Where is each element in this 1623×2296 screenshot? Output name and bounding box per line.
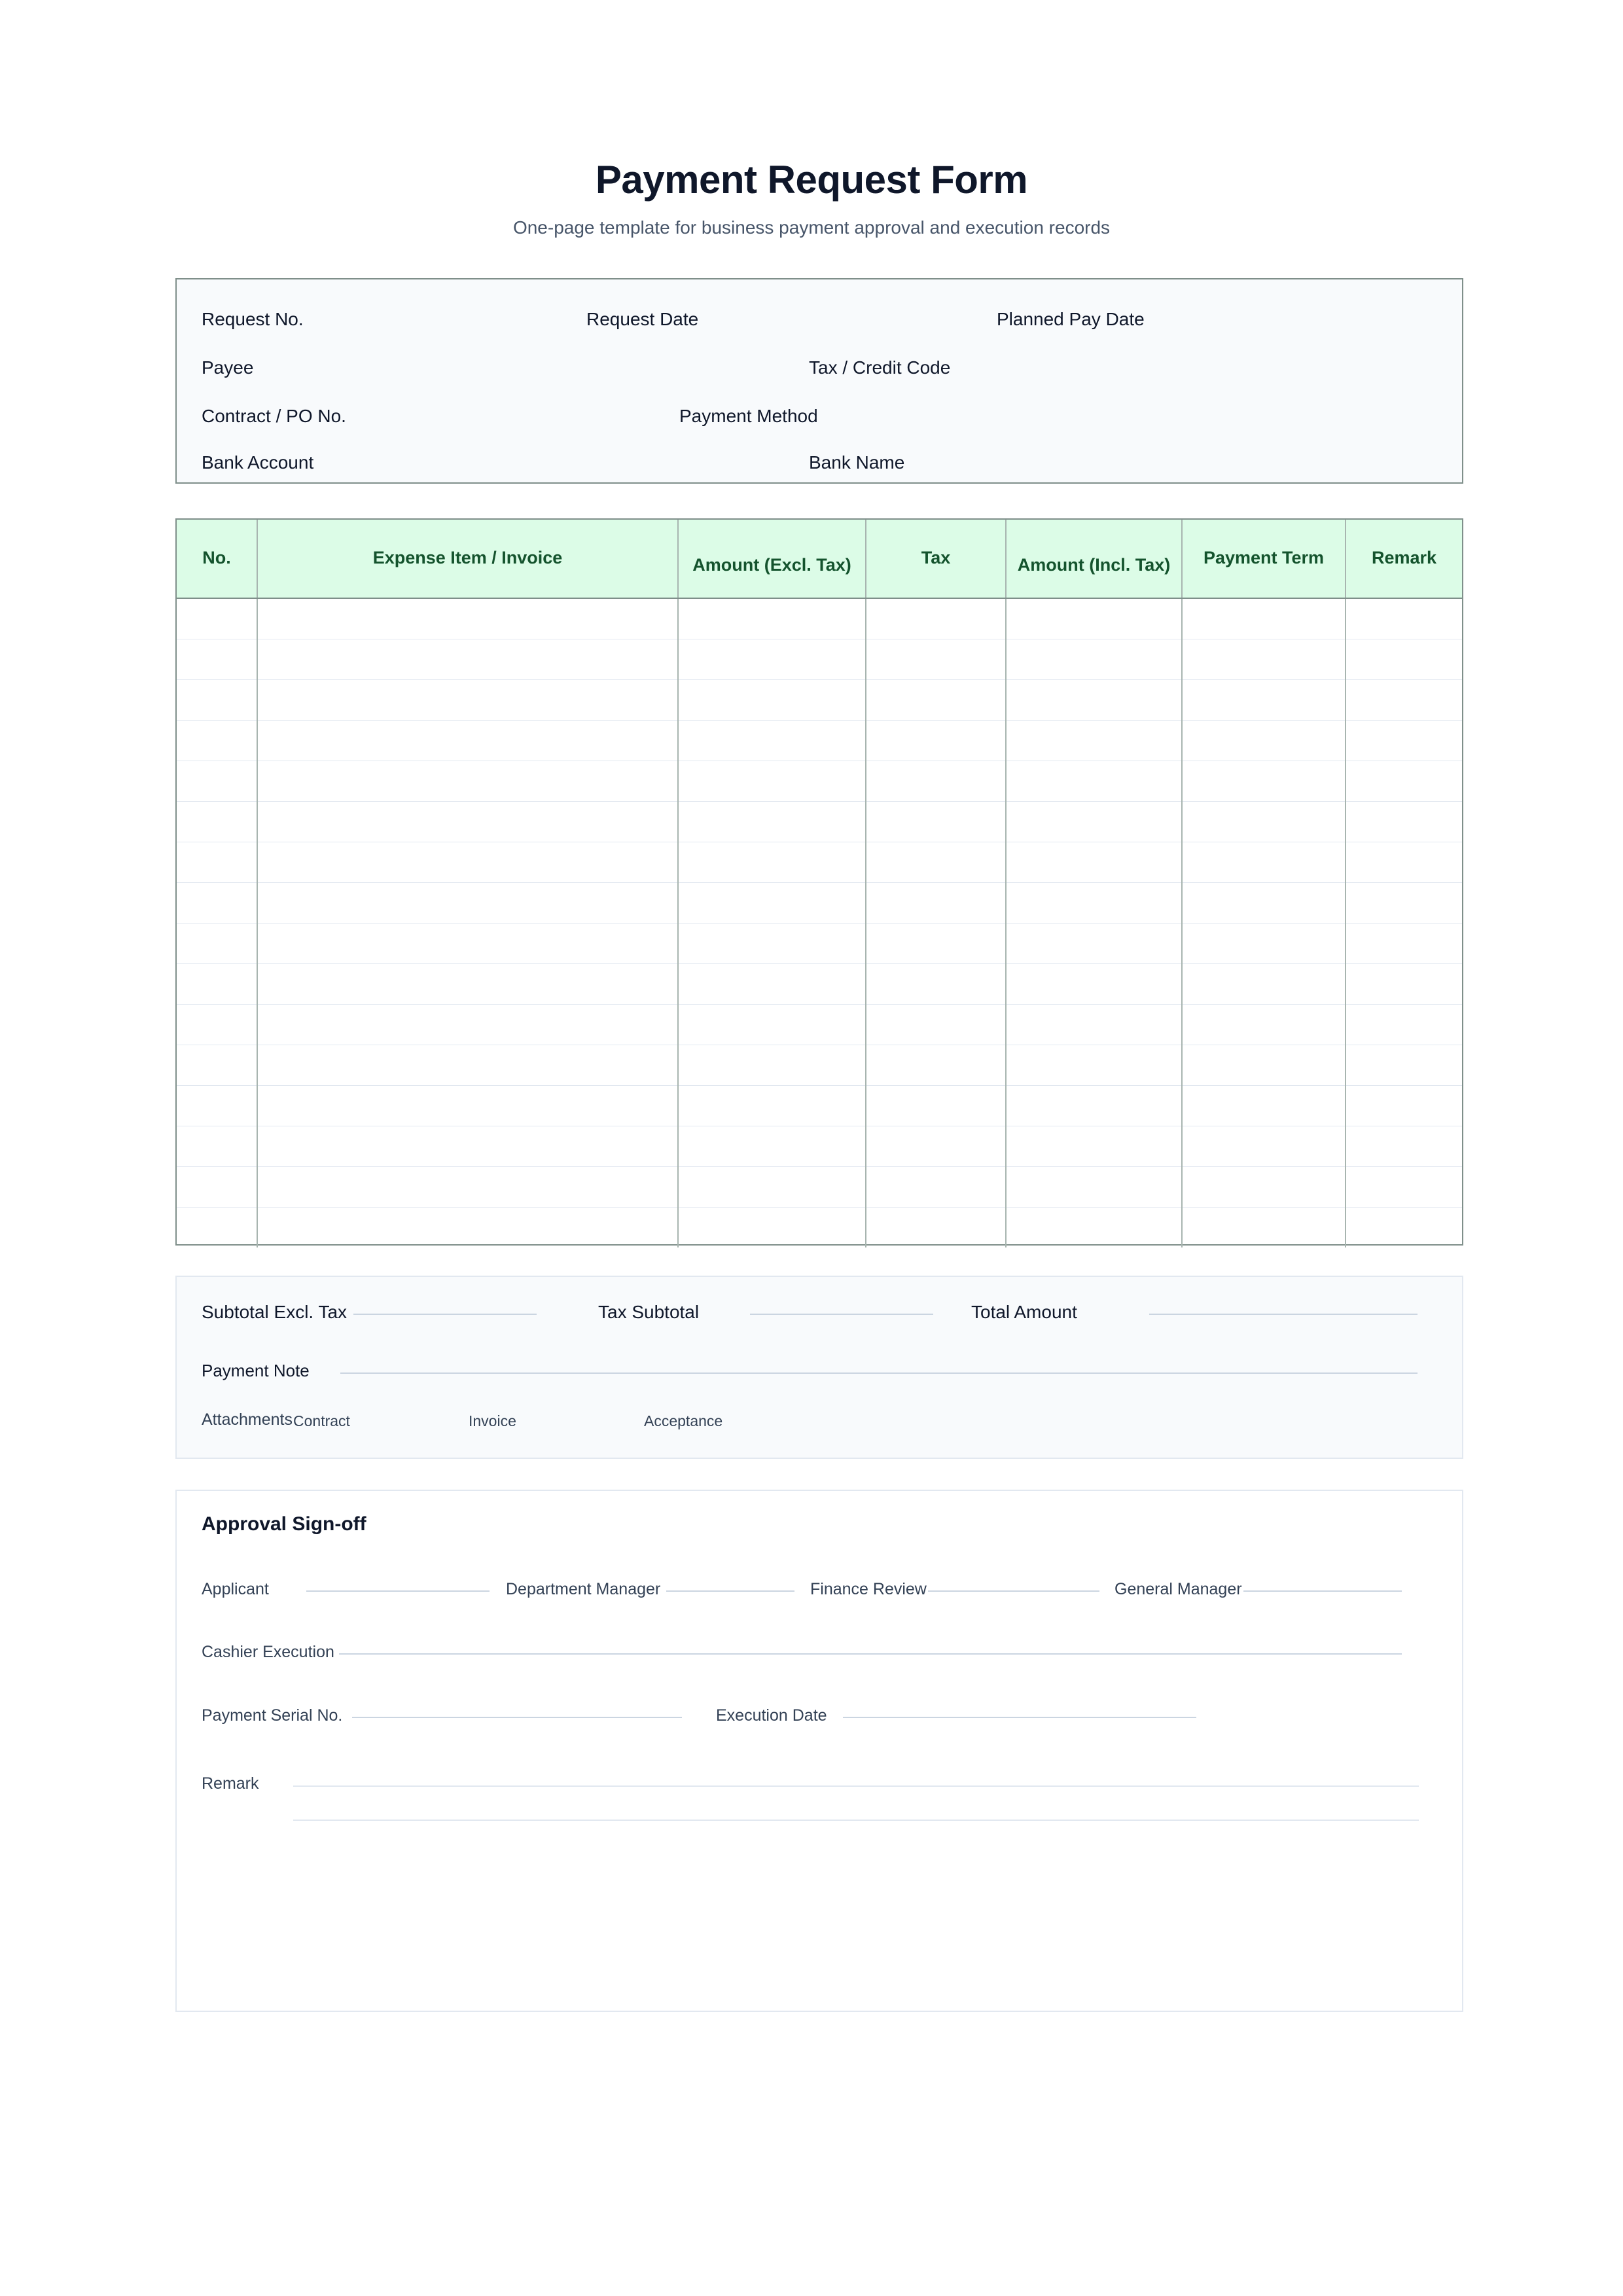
department-manager-label: Department Manager — [506, 1580, 661, 1598]
table-cell[interactable] — [177, 1126, 257, 1167]
table-row — [177, 1208, 1462, 1248]
table-cell[interactable] — [1006, 680, 1182, 721]
table-cell[interactable] — [1006, 1126, 1182, 1167]
table-cell[interactable] — [866, 680, 1006, 721]
payment-serial-no-label: Payment Serial No. — [202, 1706, 343, 1725]
table-row — [177, 721, 1462, 761]
payment-note-field[interactable] — [340, 1372, 1418, 1374]
table-cell[interactable] — [866, 1167, 1006, 1208]
payment-note-label: Payment Note — [202, 1361, 310, 1380]
form-title: Payment Request Form — [595, 158, 1028, 202]
table-cell[interactable] — [177, 639, 257, 680]
table-cell[interactable] — [866, 761, 1006, 802]
table-cell[interactable] — [177, 680, 257, 721]
table-cell[interactable] — [1182, 964, 1346, 1005]
department-manager-signature-line[interactable] — [666, 1590, 794, 1592]
table-row — [177, 761, 1462, 802]
table-cell[interactable] — [1346, 639, 1462, 680]
table-cell[interactable] — [1006, 1086, 1182, 1126]
table-row — [177, 1005, 1462, 1045]
expense-items-table — [175, 518, 1463, 1246]
table-row — [177, 639, 1462, 680]
table-cell[interactable] — [1346, 1086, 1462, 1126]
table-cell[interactable] — [1346, 721, 1462, 761]
applicant-label: Applicant — [202, 1580, 269, 1598]
table-cell[interactable] — [1346, 883, 1462, 924]
table-row — [177, 1126, 1462, 1167]
column-header-payment-term: Payment Term — [1182, 520, 1346, 598]
table-cell[interactable] — [1006, 802, 1182, 842]
table-cell[interactable] — [866, 639, 1006, 680]
request-no-label: Request No. — [202, 309, 304, 329]
table-cell[interactable] — [678, 721, 866, 761]
table-cell[interactable] — [1182, 761, 1346, 802]
table-cell[interactable] — [257, 1086, 678, 1126]
table-row — [177, 802, 1462, 842]
table-row — [177, 598, 1462, 639]
table-cell[interactable] — [1346, 1005, 1462, 1045]
table-cell[interactable] — [678, 680, 866, 721]
planned-pay-date-label: Planned Pay Date — [997, 309, 1145, 329]
table-cell[interactable] — [678, 964, 866, 1005]
table-cell[interactable] — [1182, 1086, 1346, 1126]
applicant-signature-line[interactable] — [306, 1590, 490, 1592]
table-cell[interactable] — [177, 721, 257, 761]
table-cell[interactable] — [678, 1045, 866, 1086]
table-cell[interactable] — [1346, 924, 1462, 964]
total-amount-field[interactable] — [1149, 1314, 1418, 1315]
table-cell[interactable] — [1346, 1167, 1462, 1208]
table-cell[interactable] — [1006, 1208, 1182, 1248]
table-cell[interactable] — [678, 598, 866, 639]
table-row — [177, 842, 1462, 883]
table-cell[interactable] — [257, 721, 678, 761]
table-cell[interactable] — [866, 964, 1006, 1005]
request-date-label: Request Date — [586, 309, 699, 329]
table-cell[interactable] — [1006, 598, 1182, 639]
table-cell[interactable] — [257, 802, 678, 842]
table-cell[interactable] — [866, 1208, 1006, 1248]
remark-line-2[interactable] — [293, 1820, 1419, 1821]
table-cell[interactable] — [678, 802, 866, 842]
attachment-acceptance[interactable]: Acceptance — [644, 1412, 723, 1429]
table-cell[interactable] — [678, 761, 866, 802]
table-cell[interactable] — [866, 883, 1006, 924]
table-cell[interactable] — [1182, 924, 1346, 964]
table-cell[interactable] — [1006, 721, 1182, 761]
tax-subtotal-field[interactable] — [750, 1314, 933, 1315]
table-cell[interactable] — [257, 761, 678, 802]
subtotal-excl-tax-field[interactable] — [353, 1314, 537, 1315]
table-cell[interactable] — [257, 1208, 678, 1248]
table-cell[interactable] — [866, 842, 1006, 883]
bank-account-label: Bank Account — [202, 452, 314, 473]
table-cell[interactable] — [866, 1005, 1006, 1045]
table-cell[interactable] — [678, 883, 866, 924]
table-cell[interactable] — [257, 598, 678, 639]
table-cell[interactable] — [177, 1167, 257, 1208]
table-cell[interactable] — [678, 1126, 866, 1167]
table-cell[interactable] — [678, 924, 866, 964]
table-cell[interactable] — [257, 1167, 678, 1208]
table-cell[interactable] — [257, 842, 678, 883]
table-cell[interactable] — [1006, 883, 1182, 924]
contract-po-label: Contract / PO No. — [202, 406, 346, 426]
table-cell[interactable] — [678, 1005, 866, 1045]
table-cell[interactable] — [177, 964, 257, 1005]
table-cell[interactable] — [1006, 842, 1182, 883]
table-cell[interactable] — [1182, 1045, 1346, 1086]
table-cell[interactable] — [177, 598, 257, 639]
table-cell[interactable] — [866, 1086, 1006, 1126]
table-row — [177, 883, 1462, 924]
total-amount-label: Total Amount — [971, 1302, 1077, 1322]
general-manager-label: General Manager — [1115, 1580, 1242, 1598]
general-manager-signature-line[interactable] — [1243, 1590, 1402, 1592]
table-cell[interactable] — [1182, 1208, 1346, 1248]
table-cell[interactable] — [1182, 883, 1346, 924]
table-cell[interactable] — [678, 639, 866, 680]
table-cell[interactable] — [866, 721, 1006, 761]
table-cell[interactable] — [678, 1167, 866, 1208]
column-header-amount-excl-tax: Amount (Excl. Tax) — [678, 520, 866, 598]
table-cell[interactable] — [1182, 680, 1346, 721]
execution-date-label: Execution Date — [716, 1706, 827, 1725]
column-header-remark: Remark — [1346, 520, 1462, 598]
subtotal-excl-tax-label: Subtotal Excl. Tax — [202, 1302, 348, 1322]
table-row — [177, 680, 1462, 721]
table-cell[interactable] — [866, 1045, 1006, 1086]
table-cell[interactable] — [1182, 842, 1346, 883]
table-row — [177, 1045, 1462, 1086]
table-cell[interactable] — [177, 802, 257, 842]
table-cell[interactable] — [177, 842, 257, 883]
cashier-execution-label: Cashier Execution — [202, 1643, 334, 1661]
table-cell[interactable] — [1182, 721, 1346, 761]
table-cell[interactable] — [866, 802, 1006, 842]
table-cell[interactable] — [1346, 802, 1462, 842]
tax-subtotal-label: Tax Subtotal — [598, 1302, 700, 1322]
table-cell[interactable] — [177, 1045, 257, 1086]
cashier-execution-signature-line[interactable] — [339, 1653, 1402, 1655]
totals-section — [175, 1276, 1463, 1459]
table-cell[interactable] — [257, 924, 678, 964]
table-cell[interactable] — [257, 883, 678, 924]
table-cell[interactable] — [1346, 1208, 1462, 1248]
remark-label: Remark — [202, 1774, 259, 1793]
table-row — [177, 964, 1462, 1005]
table-cell[interactable] — [1006, 1167, 1182, 1208]
table-row — [177, 924, 1462, 964]
table-cell[interactable] — [1006, 1045, 1182, 1086]
finance-review-label: Finance Review — [810, 1580, 927, 1598]
table-cell[interactable] — [1182, 1005, 1346, 1045]
table-cell[interactable] — [1182, 639, 1346, 680]
bank-name-label: Bank Name — [809, 452, 905, 473]
table-cell[interactable] — [177, 883, 257, 924]
table-cell[interactable] — [1182, 1167, 1346, 1208]
form-subtitle: One-page template for business payment approval and execution records — [512, 217, 1111, 238]
column-header-amount-incl-tax: Amount (Incl. Tax) — [1006, 520, 1182, 598]
table-cell[interactable] — [257, 1045, 678, 1086]
table-cell[interactable] — [866, 598, 1006, 639]
column-header-tax: Tax — [866, 520, 1006, 598]
table-cell[interactable] — [1006, 1005, 1182, 1045]
table-cell[interactable] — [866, 1126, 1006, 1167]
attachment-invoice[interactable]: Invoice — [469, 1412, 516, 1429]
table-cell[interactable] — [678, 1086, 866, 1126]
table-cell[interactable] — [1006, 964, 1182, 1005]
finance-review-signature-line[interactable] — [928, 1590, 1099, 1592]
table-cell[interactable] — [678, 842, 866, 883]
column-header-expense-item: Expense Item / Invoice — [257, 520, 678, 598]
column-header-no: No. — [177, 520, 257, 598]
approval-title: Approval Sign-off — [202, 1513, 366, 1535]
table-cell[interactable] — [1182, 802, 1346, 842]
payment-serial-no-field[interactable] — [352, 1717, 682, 1718]
table-header-row — [177, 520, 1462, 598]
table-cell[interactable] — [1006, 761, 1182, 802]
table-cell[interactable] — [177, 1005, 257, 1045]
table-cell[interactable] — [177, 1208, 257, 1248]
table-cell[interactable] — [1346, 761, 1462, 802]
table-cell[interactable] — [257, 964, 678, 1005]
table-cell[interactable] — [1346, 1126, 1462, 1167]
table-cell[interactable] — [257, 639, 678, 680]
table-cell[interactable] — [866, 924, 1006, 964]
attachments-label: Attachments — [202, 1410, 293, 1429]
table-cell[interactable] — [1346, 842, 1462, 883]
table-cell[interactable] — [257, 680, 678, 721]
table-cell[interactable] — [257, 1126, 678, 1167]
table-cell[interactable] — [1346, 680, 1462, 721]
tax-credit-code-label: Tax / Credit Code — [809, 357, 951, 378]
table-cell[interactable] — [257, 1005, 678, 1045]
table-cell[interactable] — [177, 924, 257, 964]
table-cell[interactable] — [177, 1086, 257, 1126]
table-cell[interactable] — [1006, 924, 1182, 964]
remark-line-1[interactable] — [293, 1785, 1419, 1787]
approval-section — [175, 1490, 1463, 2012]
table-cell[interactable] — [1006, 639, 1182, 680]
table-cell[interactable] — [1182, 598, 1346, 639]
table-cell[interactable] — [1346, 598, 1462, 639]
request-info-section — [175, 278, 1463, 484]
table-cell[interactable] — [678, 1208, 866, 1248]
payee-label: Payee — [202, 357, 254, 378]
table-cell[interactable] — [1182, 1126, 1346, 1167]
payment-method-label: Payment Method — [679, 406, 818, 426]
attachment-contract[interactable]: Contract — [293, 1412, 350, 1429]
execution-date-field[interactable] — [843, 1717, 1196, 1718]
table-row — [177, 1086, 1462, 1126]
table-cell[interactable] — [1346, 964, 1462, 1005]
table-row — [177, 1167, 1462, 1208]
table-cell[interactable] — [1346, 1045, 1462, 1086]
table-cell[interactable] — [177, 761, 257, 802]
